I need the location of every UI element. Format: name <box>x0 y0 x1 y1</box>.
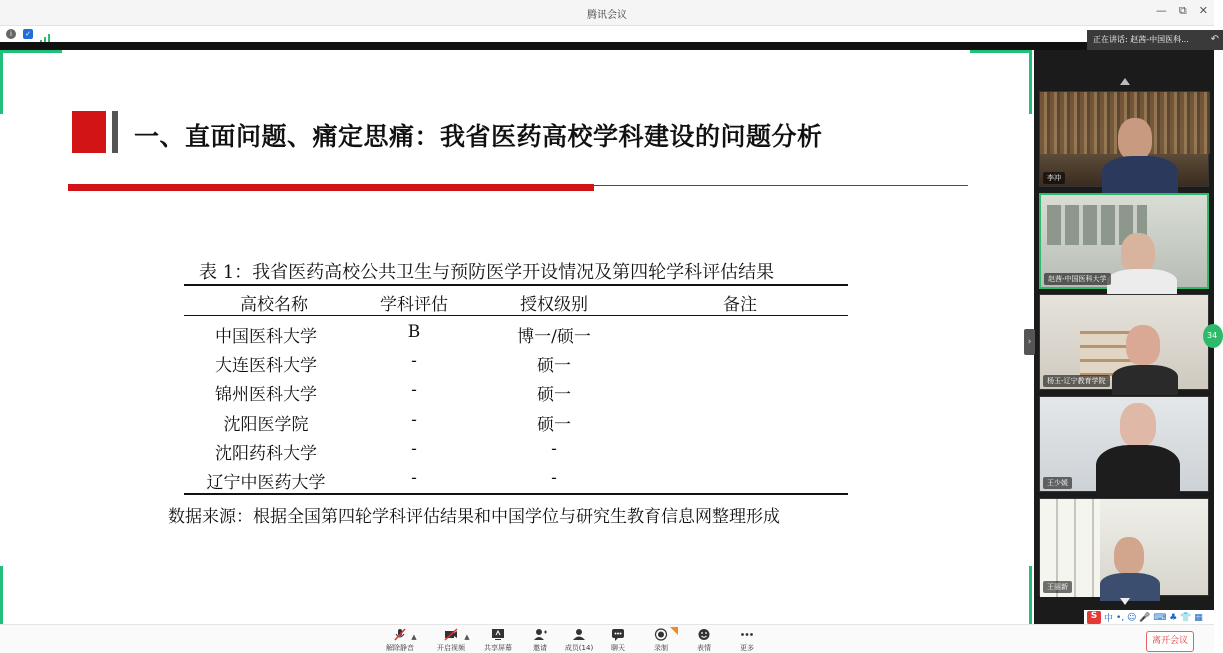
ime-mode[interactable]: 中 <box>1104 614 1114 624</box>
record-icon <box>654 628 668 641</box>
share-screen-icon <box>491 628 505 641</box>
title-red-block <box>72 111 106 153</box>
share-border-corner <box>0 50 3 114</box>
table-cell: 辽宁中医药大学 <box>206 473 326 493</box>
close-button[interactable]: ✕ <box>1198 4 1208 17</box>
table-top-rule <box>184 284 848 286</box>
participant-count-badge[interactable]: 34 <box>1203 324 1223 348</box>
ime-tool-icons[interactable]: •, ☺ 🎤 ⌨ ♣ 👕 ▦ <box>1116 612 1203 623</box>
share-border-corner <box>0 566 3 624</box>
reaction-label: 表情 <box>697 644 711 652</box>
mute-label: 解除静音 <box>386 644 414 652</box>
emoji-icon <box>697 628 711 641</box>
sogou-logo-icon: S <box>1087 611 1101 624</box>
table-cell: - <box>551 439 557 459</box>
table-cell: - <box>411 351 417 371</box>
record-label: 录制 <box>654 644 668 652</box>
table-header-rule <box>184 315 848 316</box>
participant-name: 李冲 <box>1043 172 1065 184</box>
table-cell: 硕一 <box>537 385 571 405</box>
meeting-info-bar <box>0 26 1214 42</box>
data-source-note: 数据来源：根据全国第四轮学科评估结果和中国学位与研究生教育信息网整理形成 <box>168 507 780 527</box>
members-button[interactable] <box>559 628 599 653</box>
scroll-up-icon[interactable] <box>1120 78 1130 85</box>
table-cell: - <box>411 468 417 488</box>
video-options-chevron-icon[interactable]: ▲ <box>464 633 470 641</box>
participant-name: 赵茜-中国医科大学 <box>1044 273 1111 285</box>
meeting-toolbar <box>0 624 1214 653</box>
mic-muted-icon <box>393 628 407 641</box>
more-label: 更多 <box>740 644 754 652</box>
table-cell: 硕一 <box>537 415 571 435</box>
speaking-label: 正在讲话: 赵茜-中国医科... <box>1093 35 1189 44</box>
participant-tile[interactable] <box>1039 91 1209 187</box>
table-cell: 锦州医科大学 <box>215 385 317 405</box>
speaking-indicator <box>1087 30 1223 50</box>
title-underline-thin <box>594 185 968 186</box>
slide-title: 一、直面问题、痛定思痛：我省医药高校学科建设的问题分析 <box>134 122 823 151</box>
mic-options-chevron-icon[interactable]: ▲ <box>411 633 417 641</box>
share-border-corner <box>0 50 62 53</box>
share-border-corner <box>970 50 1032 53</box>
table-cell: 硕一 <box>537 356 571 376</box>
table-cell: 沈阳医学院 <box>223 415 309 435</box>
shield-icon[interactable]: ✓ <box>23 29 33 39</box>
title-underline-thick <box>68 184 594 191</box>
more-dots-icon <box>740 628 754 641</box>
invite-button[interactable] <box>520 628 560 653</box>
participant-body <box>1112 365 1178 395</box>
minimize-button[interactable]: — <box>1155 4 1167 17</box>
participant-face <box>1126 325 1160 365</box>
ime-toolbar[interactable] <box>1084 610 1214 625</box>
members-icon <box>572 628 586 641</box>
table-caption: 表 1：我省医药高校公共卫生与预防医学开设情况及第四轮学科评估结果 <box>199 262 775 283</box>
participant-body <box>1100 573 1160 601</box>
participant-body <box>1096 445 1180 495</box>
table-header-school: 高校名称 <box>240 295 308 315</box>
camera-off-icon <box>444 628 458 641</box>
chat-label: 聊天 <box>611 644 625 652</box>
share-border-corner <box>1029 566 1032 624</box>
screen-share-top-band <box>0 42 1214 50</box>
title-gray-bar <box>112 111 118 153</box>
table-cell: 沈阳药科大学 <box>215 444 317 464</box>
table-header-evaluation: 学科评估 <box>380 295 448 315</box>
table-header-note: 备注 <box>723 295 757 315</box>
participant-tile[interactable] <box>1039 396 1209 492</box>
back-arrow-icon[interactable]: ↶ <box>1210 34 1219 45</box>
invite-label: 邀请 <box>533 644 547 652</box>
participant-face <box>1120 403 1156 447</box>
window-titlebar <box>0 0 1214 26</box>
info-icon[interactable]: i <box>6 29 16 39</box>
leave-meeting-button[interactable]: 离开会议 <box>1146 631 1194 652</box>
scroll-down-icon[interactable] <box>1120 598 1130 605</box>
reaction-button[interactable] <box>684 628 724 653</box>
more-button[interactable] <box>727 628 767 653</box>
participant-body <box>1102 156 1178 196</box>
participant-tile[interactable] <box>1039 193 1209 289</box>
record-corner-flag <box>670 627 678 635</box>
chat-icon <box>611 628 625 641</box>
table-cell: - <box>411 380 417 400</box>
table-cell: B <box>407 322 421 342</box>
participant-name: 王丽新 <box>1043 581 1072 593</box>
table-cell: 大连医科大学 <box>215 356 317 376</box>
signal-icon[interactable] <box>40 29 50 39</box>
table-cell: - <box>411 410 417 430</box>
table-cell: - <box>411 439 417 459</box>
participant-face <box>1118 118 1152 160</box>
restore-button[interactable]: ⧉ <box>1178 4 1187 17</box>
share-screen-label: 共享屏幕 <box>484 644 512 652</box>
participant-face <box>1114 537 1144 575</box>
table-cell: - <box>551 468 557 488</box>
window-title: 腾讯会议 <box>587 10 627 21</box>
participant-name: 杨玉-辽宁教育学院 <box>1043 375 1110 387</box>
table-bottom-rule <box>184 493 848 495</box>
members-label: 成员(14) <box>564 644 594 652</box>
share-screen-button[interactable] <box>478 628 518 653</box>
chat-button[interactable] <box>598 628 638 653</box>
participant-face <box>1121 233 1155 273</box>
participant-tile[interactable] <box>1039 294 1209 390</box>
video-label: 开启视频 <box>437 644 465 652</box>
table-header-level: 授权级别 <box>520 295 588 315</box>
table-cell: 博一/硕一 <box>517 327 591 347</box>
collapse-panel-button[interactable]: › <box>1024 329 1035 355</box>
invite-icon <box>533 628 547 641</box>
table-cell: 中国医科大学 <box>215 327 317 347</box>
participant-name: 王少媛 <box>1043 477 1072 489</box>
share-border-corner <box>1029 50 1032 114</box>
participant-tile[interactable] <box>1039 498 1209 596</box>
window-controls <box>1156 4 1208 18</box>
